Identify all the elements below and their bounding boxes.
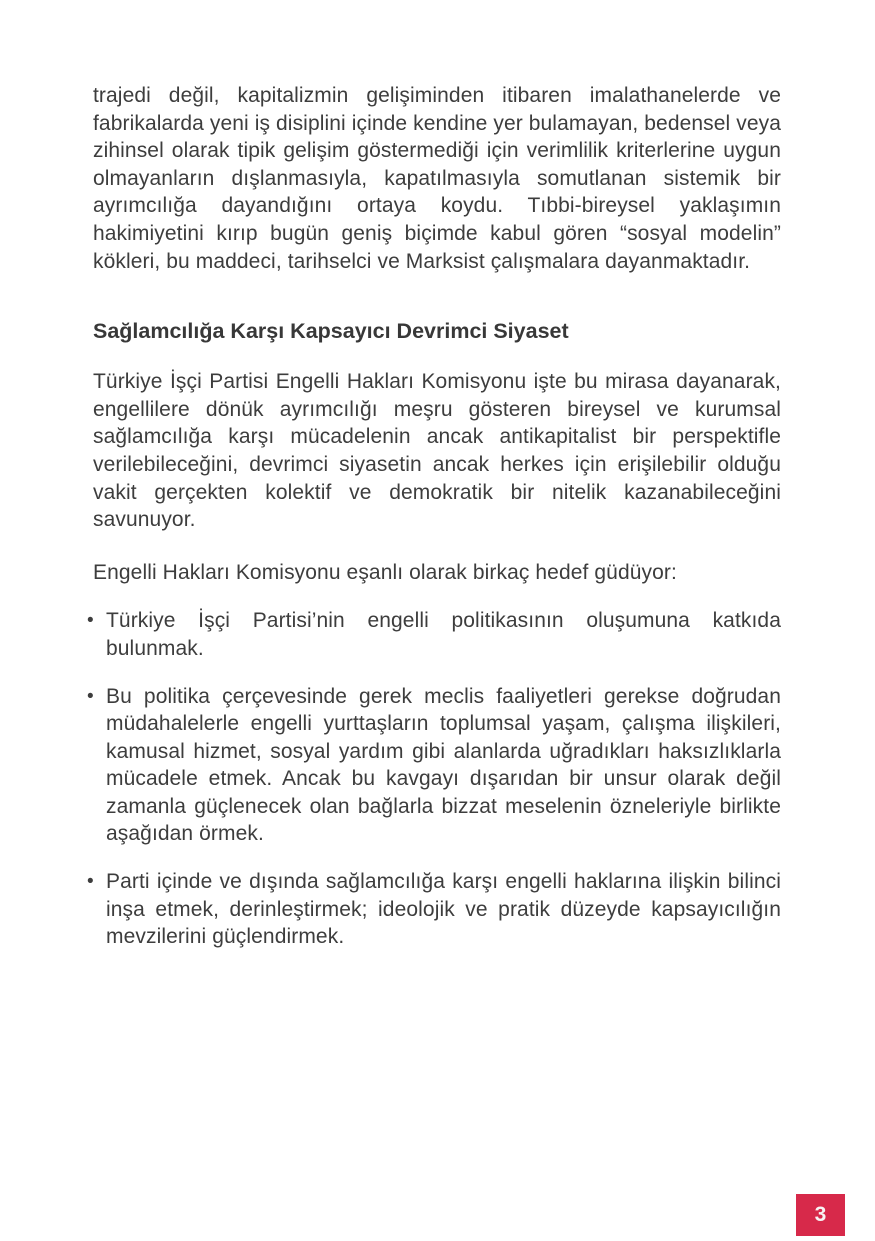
bullet-icon: • (87, 610, 94, 632)
paragraph-medical-model: trajedi değil, kapitalizmin gelişiminden itibaren imalathanelerde ve fabrikalarda yeni iş disiplini içinde kendine yer bulamayan, bedensel veya zihinsel olarak tipik gelişim göstermediği için verimlilik kriterlerine uygun olmayanların dışlanmasıyla, kapatılmasıyla somutlanan sistemik bir ayrımcılığa dayandığını ortaya koydu. Tıbbi-bireysel yaklaşımın hakimiyetini kırıp bugün geniş biçimde kabul gören “sosyal modelin” kökleri, bu maddeci, tarihselci ve Marksist çalışmalara dayanmaktadır. (93, 84, 781, 273)
paragraph-goals-intro: Engelli Hakları Komisyonu eşanlı olarak birkaç hedef güdüyor: (93, 560, 677, 584)
goals-bullet-list (87, 607, 781, 951)
list-item (87, 683, 781, 849)
section-heading: Sağlamcılığa Karşı Kapsayıcı Devrimci Siyaset (93, 319, 569, 344)
page-content (87, 82, 781, 971)
paragraph-commission-mission: Türkiye İşçi Partisi Engelli Hakları Komisyonu işte bu mirasa dayanarak, engellilere dönük ayrımcılığı meşru gösteren bireysel ve kurumsal sağlamcılığa karşı mücadelenin ancak antikapitalist bir perspektifle verilebileceğini, devrimci siyasetin ancak herkes için erişilebilir olduğu vakit gerçekten kolektif ve demokratik bir nitelik kazanabileceğini savunuyor. (93, 370, 781, 532)
bullet-text: Parti içinde ve dışında sağlamcılığa karşı engelli haklarına ilişkin bilinci inşa etmek, derinleştirmek; ideolojik ve pratik düzeyde kapsayıcılığın mevzilerini güçlendirmek. (106, 870, 781, 949)
bullet-icon: • (87, 685, 94, 707)
page-number: 3 (814, 1203, 827, 1226)
bullet-text: Türkiye İşçi Partisi’nin engelli politikasının oluşumuna katkıda bulunmak. (106, 609, 781, 660)
bullet-icon: • (87, 871, 94, 893)
page-number-badge (796, 1194, 845, 1236)
list-item (87, 868, 781, 951)
bullet-text: Bu politika çerçevesinde gerek meclis faaliyetleri gerekse doğrudan müdahalelerle engelli yurttaşların toplumsal yaşam, çalışma ilişkileri, kamusal hizmet, sosyal yardım gibi alanlarda uğradıkları haksızlıklarla mücadele etmek. Ancak bu kavgayı dışarıdan bir unsur olarak değil zamanla güçlenecek olan bağlarla bizzat meselenin özneleriyle birlikte aşağıdan örmek. (106, 684, 781, 846)
list-item (87, 607, 781, 662)
